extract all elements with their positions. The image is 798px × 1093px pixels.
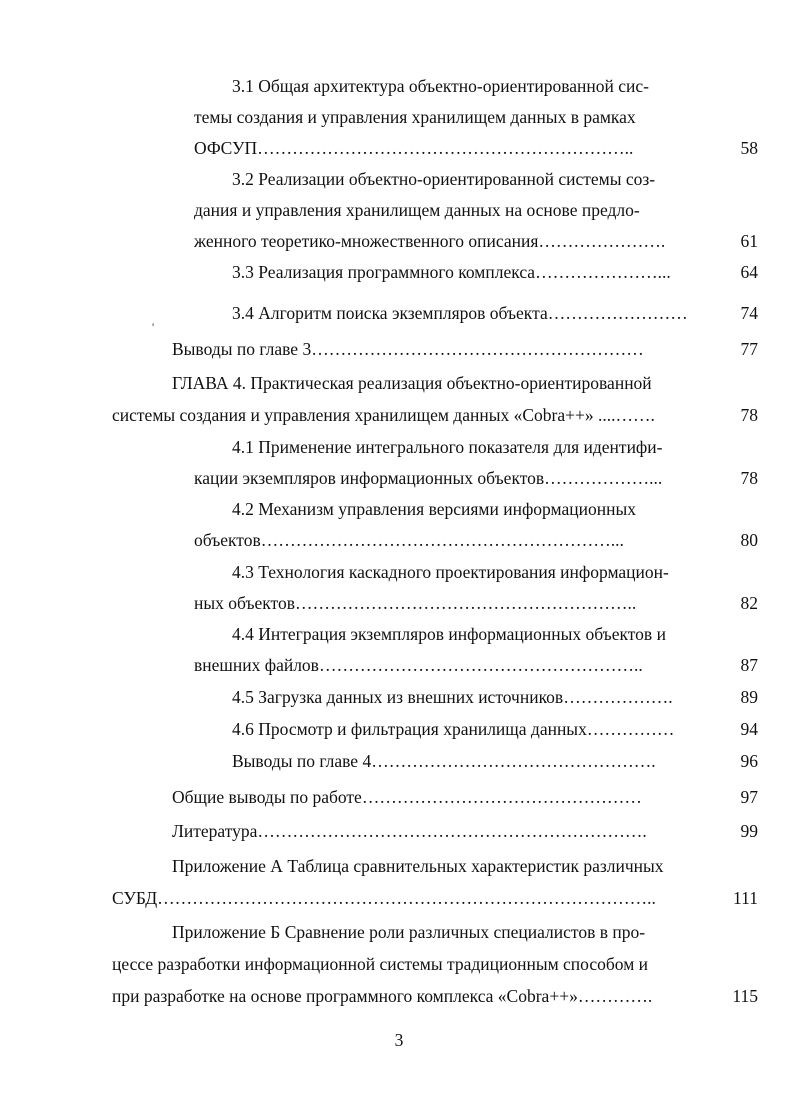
page-number: 3 xyxy=(394,1030,404,1050)
toc-line: 3.3 Реализация программного комплекса…………………... xyxy=(232,262,671,282)
toc-line: 4.5 Загрузка данных из внешних источников………………. xyxy=(232,687,673,707)
toc-line: системы создания и управления хранилищем данных «Cobra++» ....……. xyxy=(112,405,655,425)
toc-line: объектов……………………………………………………... xyxy=(194,530,624,550)
toc-line: женного теоретико-множественного описания…………………. xyxy=(194,231,666,251)
toc-line: 4.4 Интеграция экземпляров информационных объектов и xyxy=(232,624,666,644)
toc-line: Приложение А Таблица сравнительных характеристик различных xyxy=(172,856,664,876)
toc-page-number: 115 xyxy=(732,986,758,1006)
toc-line: Приложение Б Сравнение роли различных специалистов в про- xyxy=(172,922,646,942)
toc-line: ных объектов………………………………………………….. xyxy=(194,593,637,613)
toc-page-number: 58 xyxy=(740,138,758,158)
toc-line: 3.1 Общая архитектура объектно-ориентированной сис- xyxy=(232,76,649,96)
toc-line: при разработке на основе программного комплекса «Cobra++»…………. xyxy=(112,986,653,1006)
toc-line: внешних файлов……………………………………………….. xyxy=(194,655,643,675)
toc-page-number: 82 xyxy=(740,593,758,613)
toc-line: 4.3 Технология каскадного проектирования информацион- xyxy=(232,562,669,582)
toc-line: 4.2 Механизм управления версиями информационных xyxy=(232,499,636,519)
toc-line: 4.6 Просмотр и фильтрация хранилища данных…………… xyxy=(232,719,675,739)
toc-page-number: 78 xyxy=(740,405,758,425)
toc-line: Общие выводы по работе………………………………………… xyxy=(172,787,642,807)
stray-mark: ' xyxy=(152,320,155,334)
toc-line: Выводы по главе 4…………………………………………. xyxy=(232,751,656,771)
toc-line: кации экземпляров информационных объектов………………... xyxy=(194,468,663,488)
toc-page-number: 74 xyxy=(740,303,758,323)
toc-page-number: 99 xyxy=(740,821,758,841)
toc-page-number: 89 xyxy=(740,687,758,707)
toc-page-number: 61 xyxy=(740,231,758,251)
toc-page-number: 77 xyxy=(740,339,758,359)
toc-line: СУБД………………………………………………………………………….. xyxy=(112,888,656,908)
toc-page-number: 97 xyxy=(740,787,758,807)
toc-line: темы создания и управления хранилищем данных в рамках xyxy=(194,107,636,127)
toc-line: ГЛАВА 4. Практическая реализация объектно-ориентированной xyxy=(172,373,652,393)
toc-page-number: 111 xyxy=(733,888,758,908)
toc-page-number: 94 xyxy=(740,719,758,739)
toc-page-number: 80 xyxy=(740,530,758,550)
toc-line: 3.4 Алгоритм поиска экземпляров объекта…………………… xyxy=(232,303,688,323)
toc-line: 4.1 Применение интегрального показателя для идентифи- xyxy=(232,437,663,457)
toc-line: ОФСУП……………………………………………………….. xyxy=(194,138,634,158)
toc-line: 3.2 Реализации объектно-ориентированной системы соз- xyxy=(232,169,656,189)
toc-page-number: 96 xyxy=(740,751,758,771)
toc-page-number: 78 xyxy=(740,468,758,488)
toc-line: Литература…………………………………………………………. xyxy=(172,821,647,841)
toc-line: Выводы по главе 3………………………………………………… xyxy=(172,339,644,359)
toc-line: дания и управления хранилищем данных на основе предло- xyxy=(194,200,640,220)
toc-line: цессе разработки информационной системы традиционным способом и xyxy=(112,954,649,974)
toc-page-number: 64 xyxy=(740,262,758,282)
toc-page-number: 87 xyxy=(740,655,758,675)
